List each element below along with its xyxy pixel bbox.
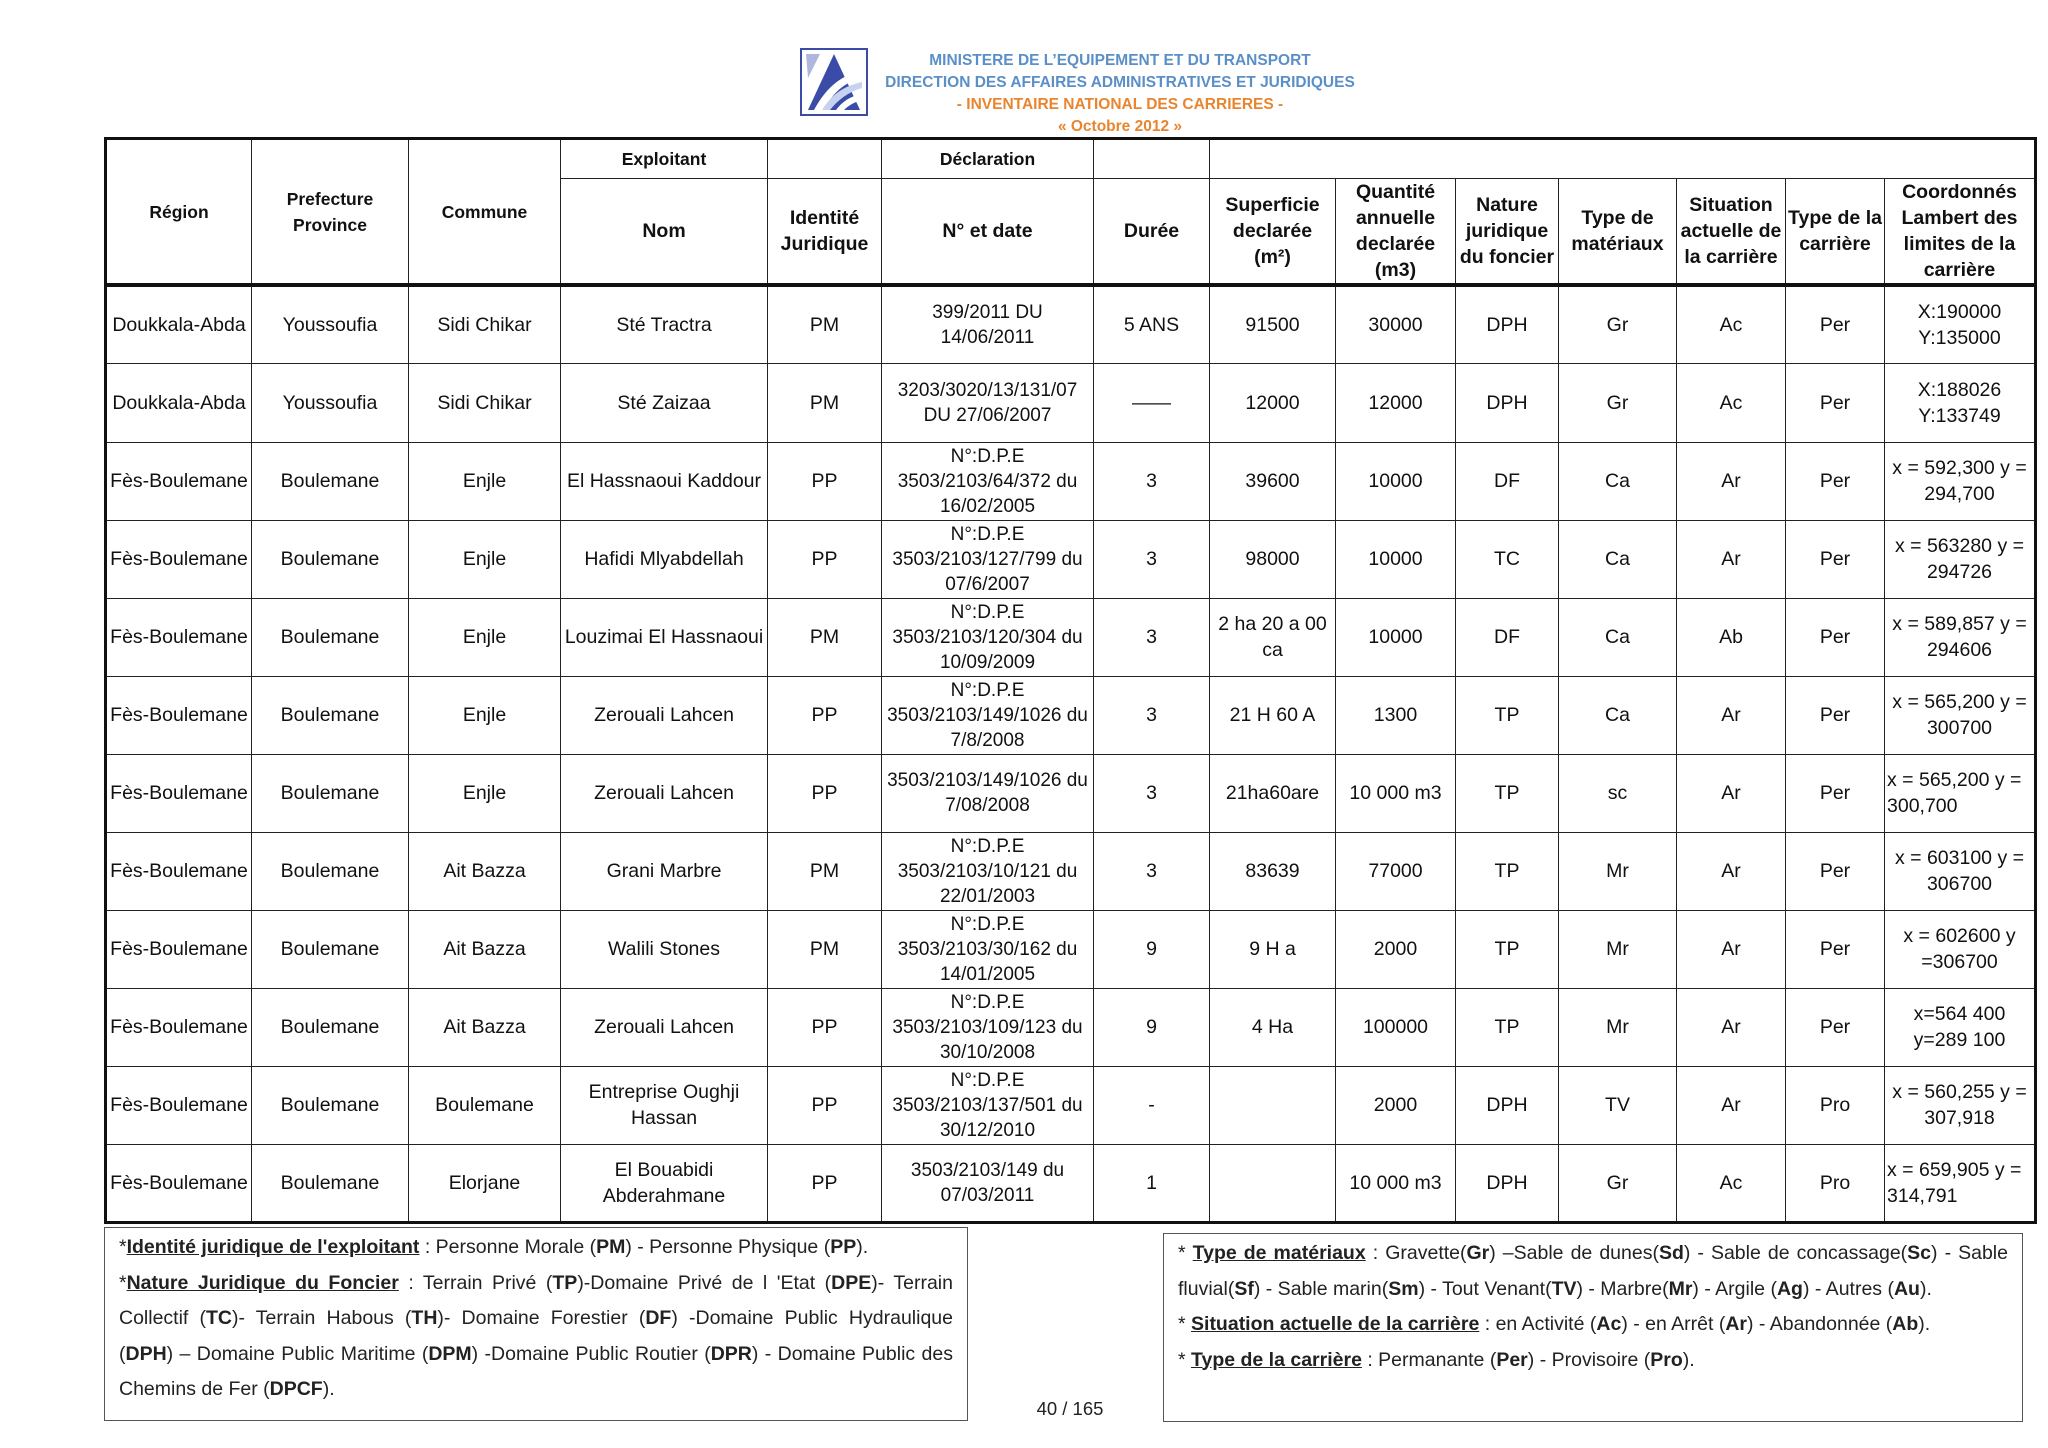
legend-left (104, 1227, 968, 1421)
cell-situation: Ar (1677, 754, 1786, 832)
cell-region: Fès-Boulemane (106, 988, 252, 1066)
legend-text: ) - en Arrêt ( (1621, 1313, 1726, 1335)
cell-type-materiaux: TV (1559, 1066, 1677, 1144)
cell-num-date: N°:D.P.E 3503/2103/127/799 du 07/6/2007 (882, 520, 1094, 598)
legend-code: TV (1551, 1277, 1577, 1300)
cell-duree: 3 (1094, 832, 1210, 910)
legend-text: ) - Marbre( (1576, 1277, 1669, 1300)
cell-situation: Ar (1677, 1066, 1786, 1144)
cell-nom: Grani Marbre (561, 832, 768, 910)
legend-identite: *Identité juridique de l'exploitant : Personne Morale (PM) - Personne Physique (PP). (119, 1236, 869, 1258)
legend-code: Mr (1668, 1277, 1693, 1300)
cell-nom: Walili Stones (561, 910, 768, 988)
cell-prefecture: Boulemane (252, 1066, 409, 1144)
cell-superficie (1210, 1144, 1336, 1222)
cell-commune: Ait Bazza (409, 832, 561, 910)
header-line-1: MINISTERE DE L’EQUIPEMENT ET DU TRANSPORT (929, 52, 1311, 69)
legend-text: : Terrain Privé ( (398, 1271, 553, 1294)
cell-coordonnees: x = 603100 y = 306700 (1885, 832, 2036, 910)
legend-code: TC (206, 1307, 233, 1329)
table-row (106, 285, 2036, 364)
cell-nature: DF (1456, 598, 1559, 676)
page-number: 40 / 165 (1036, 1398, 1104, 1419)
table-row (106, 832, 2036, 910)
col-header-nom: Nom (561, 179, 768, 286)
cell-region: Doukkala-Abda (106, 364, 252, 443)
cell-nom: Zerouali Lahcen (561, 754, 768, 832)
legend-text: ). (322, 1378, 335, 1400)
cell-superficie: 12000 (1210, 364, 1336, 443)
cell-prefecture: Boulemane (252, 520, 409, 598)
legend-situation: * Situation actuelle de la carrière : en Activité (Ac) - en Arrêt (Ar) - Abandonnée (Ab). (1178, 1313, 1931, 1335)
col-header-type-carriere: Type de la carrière (1786, 179, 1885, 286)
cell-coordonnees: x = 659,905 y = 314,791 (1885, 1144, 2036, 1222)
col-header-duree: Durée (1094, 179, 1210, 286)
cell-num-date: N°:D.P.E 3503/2103/64/372 du 16/02/2005 (882, 442, 1094, 520)
cell-region: Fès-Boulemane (106, 598, 252, 676)
cell-nature: DPH (1456, 1066, 1559, 1144)
cell-coordonnees: x = 589,857 y = 294606 (1885, 598, 2036, 676)
cell-commune: Enjle (409, 754, 561, 832)
header-line-2: DIRECTION DES AFFAIRES ADMINISTRATIVES ET JURIDIQUES (885, 74, 1355, 91)
col-header-identite: Identité Juridique (768, 179, 882, 286)
cell-identite: PP (768, 988, 882, 1066)
cell-coordonnees: x = 592,300 y = 294,700 (1885, 442, 2036, 520)
table-row (106, 598, 2036, 676)
col-header-num-date: N° et date (882, 179, 1094, 286)
cell-num-date: N°:D.P.E 3503/2103/10/121 du 22/01/2003 (882, 832, 1094, 910)
cell-type-carriere: Per (1786, 910, 1885, 988)
table-row (106, 754, 2036, 832)
table-body (106, 285, 2036, 1222)
cell-type-carriere: Per (1786, 754, 1885, 832)
legend-code: Gr (1466, 1242, 1490, 1264)
cell-nature: DPH (1456, 1144, 1559, 1222)
cell-nature: TP (1456, 676, 1559, 754)
cell-identite: PP (768, 1066, 882, 1144)
cell-quantite: 10 000 m3 (1336, 1144, 1456, 1222)
header-row-groups (106, 139, 2036, 179)
legend-text: ) - Personne Physique ( (625, 1236, 831, 1258)
cell-situation: Ar (1677, 520, 1786, 598)
cell-type-materiaux: Ca (1559, 676, 1677, 754)
header-line-4: « Octobre 2012 » (1057, 118, 1183, 135)
cell-coordonnees: x = 565,200 y = 300700 (1885, 676, 2036, 754)
cell-commune: Ait Bazza (409, 988, 561, 1066)
cell-type-carriere: Per (1786, 520, 1885, 598)
cell-superficie: 83639 (1210, 832, 1336, 910)
legend-carriere-title: Type de la carrière (1191, 1348, 1362, 1371)
cell-identite: PP (768, 1144, 882, 1222)
cell-num-date: N°:D.P.E 3503/2103/109/123 du 30/10/2008 (882, 988, 1094, 1066)
cell-type-materiaux: Mr (1559, 988, 1677, 1066)
cell-type-materiaux: Ca (1559, 520, 1677, 598)
cell-superficie: 21 H 60 A (1210, 676, 1336, 754)
cell-num-date: 3503/2103/149/1026 du 7/08/2008 (882, 754, 1094, 832)
cell-quantite: 100000 (1336, 988, 1456, 1066)
legend-identite-title: Identité juridique de l'exploitant (126, 1236, 420, 1258)
legend-text: ) - Abandonnée ( (1747, 1313, 1893, 1335)
legend-text: : en Activité ( (1479, 1313, 1597, 1335)
table-row (106, 1066, 2036, 1144)
cell-type-materiaux: Mr (1559, 832, 1677, 910)
cell-quantite: 77000 (1336, 832, 1456, 910)
cell-duree: 9 (1094, 988, 1210, 1066)
cell-type-carriere: Per (1786, 285, 1885, 364)
cell-nature: DF (1456, 442, 1559, 520)
table-row (106, 520, 2036, 598)
header-text-block (880, 50, 1360, 138)
legend-code: DPE (831, 1271, 872, 1294)
cell-region: Doukkala-Abda (106, 285, 252, 364)
legend-right (1163, 1233, 2023, 1422)
cell-commune: Sidi Chikar (409, 285, 561, 364)
cell-type-carriere: Per (1786, 988, 1885, 1066)
cell-prefecture: Boulemane (252, 754, 409, 832)
cell-situation: Ar (1677, 988, 1786, 1066)
group-header-empty-2 (1094, 139, 1210, 179)
legend-code: Sf (1234, 1277, 1254, 1300)
cell-duree: 1 (1094, 1144, 1210, 1222)
cell-superficie: 39600 (1210, 442, 1336, 520)
legend-code: DPR (710, 1342, 752, 1365)
cell-commune: Elorjane (409, 1144, 561, 1222)
cell-situation: Ar (1677, 832, 1786, 910)
legend-text: ) - Domaine Public des Chemins de Fer ( (119, 1342, 953, 1400)
cell-identite: PP (768, 676, 882, 754)
col-header-coordonnees: Coordonnés Lambert des limites de la carrière (1885, 179, 2036, 286)
cell-superficie (1210, 1066, 1336, 1144)
cell-nature: DPH (1456, 285, 1559, 364)
cell-type-carriere: Per (1786, 364, 1885, 443)
cell-nom: Hafidi Mlyabdellah (561, 520, 768, 598)
cell-prefecture: Boulemane (252, 1144, 409, 1222)
legend-text: ). (1919, 1277, 1932, 1300)
cell-identite: PM (768, 285, 882, 364)
cell-situation: Ac (1677, 364, 1786, 443)
cell-superficie: 4 Ha (1210, 988, 1336, 1066)
cell-nature: TP (1456, 910, 1559, 988)
legend-code: TP (552, 1271, 578, 1294)
cell-commune: Enjle (409, 676, 561, 754)
cell-duree: 3 (1094, 754, 1210, 832)
cell-identite: PM (768, 832, 882, 910)
cell-nature: TP (1456, 754, 1559, 832)
col-header-nature: Nature juridique du foncier (1456, 179, 1559, 286)
cell-quantite: 30000 (1336, 285, 1456, 364)
cell-region: Fès-Boulemane (106, 910, 252, 988)
legend-code: PM (596, 1236, 626, 1258)
legend-code: Ab (1892, 1313, 1919, 1335)
table-row (106, 364, 2036, 443)
legend-nature: *Nature Juridique du Foncier : Terrain Privé (TP)-Domaine Privé de l 'Etat (DPE)- Terrain Collectif (TC)- Terrain Habous (TH)- Domaine Forestier (DF) -Domaine Public Hydraulique (DPH) – Domaine Public Maritime (DPM) -Domaine Public Routier (DPR) - Domaine Public des Chemins de Fer (DPCF). (119, 1271, 953, 1400)
legend-code: Per (1496, 1348, 1528, 1371)
legend-code: DF (645, 1307, 672, 1329)
cell-type-materiaux: sc (1559, 754, 1677, 832)
legend-nature-title: Nature Juridique du Foncier (126, 1271, 399, 1294)
legend-code: Ac (1596, 1313, 1622, 1335)
cell-prefecture: Boulemane (252, 442, 409, 520)
cell-num-date: N°:D.P.E 3503/2103/137/501 du 30/12/2010 (882, 1066, 1094, 1144)
cell-nature: TC (1456, 520, 1559, 598)
cell-type-materiaux: Ca (1559, 442, 1677, 520)
col-header-quantite: Quantité annuelle declarée (m3) (1336, 179, 1456, 286)
group-header-exploitant: Exploitant (561, 139, 768, 179)
cell-nom: El Hassnaoui Kaddour (561, 442, 768, 520)
legend-situation-title: Situation actuelle de la carrière (1191, 1313, 1480, 1335)
cell-region: Fès-Boulemane (106, 442, 252, 520)
cell-quantite: 2000 (1336, 1066, 1456, 1144)
cell-situation: Ac (1677, 1144, 1786, 1222)
cell-prefecture: Boulemane (252, 832, 409, 910)
cell-type-materiaux: Mr (1559, 910, 1677, 988)
cell-quantite: 12000 (1336, 364, 1456, 443)
cell-superficie: 9 H a (1210, 910, 1336, 988)
cell-situation: Ar (1677, 442, 1786, 520)
cell-nom: Louzimai El Hassnaoui (561, 598, 768, 676)
cell-type-carriere: Per (1786, 832, 1885, 910)
cell-nom: Sté Zaizaa (561, 364, 768, 443)
cell-prefecture: Boulemane (252, 910, 409, 988)
cell-identite: PM (768, 910, 882, 988)
legend-text: ) - Sable fluvial( (1178, 1242, 2008, 1300)
document-header (800, 48, 1360, 136)
group-header-empty-1 (768, 139, 882, 179)
legend-text: )- Domaine Forestier ( (437, 1307, 646, 1329)
cell-duree: —— (1094, 364, 1210, 443)
cell-type-carriere: Per (1786, 598, 1885, 676)
legend-text: )- Terrain Habous ( (232, 1307, 412, 1329)
cell-type-materiaux: Ca (1559, 598, 1677, 676)
cell-nature: TP (1456, 988, 1559, 1066)
cell-type-carriere: Per (1786, 442, 1885, 520)
cell-identite: PM (768, 598, 882, 676)
cell-region: Fès-Boulemane (106, 1144, 252, 1222)
cell-nom: Zerouali Lahcen (561, 676, 768, 754)
cell-type-carriere: Per (1786, 676, 1885, 754)
cell-num-date: 3503/2103/149 du 07/03/2011 (882, 1144, 1094, 1222)
cell-quantite: 1300 (1336, 676, 1456, 754)
legend-text: )- Terrain Collectif ( (119, 1271, 953, 1329)
cell-identite: PM (768, 364, 882, 443)
cell-nom: El Bouabidi Abderahmane (561, 1144, 768, 1222)
legend-code: Sd (1658, 1242, 1684, 1264)
legend-text: ) - Tout Venant( (1418, 1277, 1552, 1300)
table-row (106, 442, 2036, 520)
cell-num-date: N°:D.P.E 3503/2103/120/304 du 10/09/2009 (882, 598, 1094, 676)
cell-num-date: 3203/3020/13/131/07 DU 27/06/2007 (882, 364, 1094, 443)
legend-code: Sc (1907, 1242, 1932, 1264)
legend-text: ) – Domaine Public Maritime ( (166, 1342, 429, 1365)
cell-type-materiaux: Gr (1559, 1144, 1677, 1222)
cell-superficie: 21ha60are (1210, 754, 1336, 832)
legend-text: ) - Provisoire ( (1527, 1348, 1651, 1371)
cell-type-carriere: Pro (1786, 1144, 1885, 1222)
cell-superficie: 2 ha 20 a 00 ca (1210, 598, 1336, 676)
legend-text: ) - Sable de concassage( (1683, 1242, 1908, 1264)
cell-coordonnees: x = 602600 y =306700 (1885, 910, 2036, 988)
cell-prefecture: Youssoufia (252, 285, 409, 364)
legend-code: DPH (125, 1342, 167, 1365)
cell-commune: Enjle (409, 442, 561, 520)
cell-quantite: 10000 (1336, 598, 1456, 676)
cell-coordonnees: x = 565,200 y = 300,700 (1885, 754, 2036, 832)
cell-duree: 9 (1094, 910, 1210, 988)
cell-prefecture: Boulemane (252, 598, 409, 676)
legend-text: : Personne Morale ( (419, 1236, 597, 1258)
cell-duree: 3 (1094, 598, 1210, 676)
carrieres-table (104, 137, 2037, 1224)
cell-situation: Ar (1677, 910, 1786, 988)
cell-duree: - (1094, 1066, 1210, 1144)
table-row (106, 910, 2036, 988)
legend-code: DPCF (269, 1378, 323, 1400)
cell-nom: Zerouali Lahcen (561, 988, 768, 1066)
legend-code: PP (830, 1236, 857, 1258)
col-header-situation: Situation actuelle de la carrière (1677, 179, 1786, 286)
legend-code: DPM (428, 1342, 472, 1365)
cell-duree: 3 (1094, 520, 1210, 598)
cell-situation: Ab (1677, 598, 1786, 676)
legend-text: ) -Domaine Public Hydraulique ( (119, 1307, 953, 1365)
cell-superficie: 91500 (1210, 285, 1336, 364)
group-header-empty-3 (1210, 139, 2036, 179)
cell-identite: PP (768, 520, 882, 598)
legend-text: ). (856, 1236, 869, 1258)
cell-type-materiaux: Gr (1559, 285, 1677, 364)
cell-nature: TP (1456, 832, 1559, 910)
cell-nom: Entreprise Oughji Hassan (561, 1066, 768, 1144)
cell-coordonnees: x = 563280 y = 294726 (1885, 520, 2036, 598)
cell-region: Fès-Boulemane (106, 520, 252, 598)
legend-text: ). (1918, 1313, 1931, 1335)
cell-situation: Ar (1677, 676, 1786, 754)
ministry-logo-icon (800, 48, 868, 116)
legend-text: ) - Sable marin( (1253, 1277, 1389, 1300)
legend-text: ) - Autres ( (1802, 1277, 1894, 1300)
header-line-3: - INVENTAIRE NATIONAL DES CARRIERES - (956, 96, 1284, 113)
legend-text: ) - Argile ( (1692, 1277, 1777, 1300)
cell-identite: PP (768, 442, 882, 520)
cell-num-date: N°:D.P.E 3503/2103/30/162 du 14/01/2005 (882, 910, 1094, 988)
table-row (106, 988, 2036, 1066)
legend-text: ). (1682, 1348, 1695, 1371)
legend-code: Sm (1388, 1277, 1419, 1300)
cell-commune: Boulemane (409, 1066, 561, 1144)
legend-type-materiaux: * Type de matériaux : Gravette(Gr) –Sable de dunes(Sd) - Sable de concassage(Sc) - Sable fluvial(Sf) - Sable marin(Sm) - Tout Venant(TV) - Marbre(Mr) - Argile (Ag) - Autres (Au). (1178, 1242, 2008, 1300)
cell-coordonnees: X:190000 Y:135000 (1885, 285, 2036, 364)
cell-region: Fès-Boulemane (106, 1066, 252, 1144)
cell-quantite: 2000 (1336, 910, 1456, 988)
cell-commune: Sidi Chikar (409, 364, 561, 443)
legend-text: : Permanante ( (1361, 1348, 1497, 1371)
legend-code: Ar (1725, 1313, 1748, 1335)
col-header-commune: Commune (409, 139, 561, 286)
legend-code: TH (411, 1307, 438, 1329)
cell-prefecture: Boulemane (252, 988, 409, 1066)
cell-coordonnees: X:188026 Y:133749 (1885, 364, 2036, 443)
table-row (106, 676, 2036, 754)
legend-code: Pro (1650, 1348, 1683, 1371)
cell-duree: 3 (1094, 442, 1210, 520)
cell-type-carriere: Pro (1786, 1066, 1885, 1144)
legend-text: : Gravette( (1365, 1242, 1467, 1264)
cell-prefecture: Youssoufia (252, 364, 409, 443)
legend-text: ) –Sable de dunes( (1489, 1242, 1659, 1264)
col-header-type-materiaux: Type de matériaux (1559, 179, 1677, 286)
col-header-prefecture: Prefecture Province (252, 139, 409, 286)
cell-prefecture: Boulemane (252, 676, 409, 754)
cell-duree: 5 ANS (1094, 285, 1210, 364)
col-header-region: Région (106, 139, 252, 286)
cell-quantite: 10000 (1336, 520, 1456, 598)
legend-type-carriere: * Type de la carrière : Permanante (Per) - Provisoire (Pro). (1178, 1348, 1695, 1371)
cell-region: Fès-Boulemane (106, 832, 252, 910)
cell-quantite: 10000 (1336, 442, 1456, 520)
cell-nature: DPH (1456, 364, 1559, 443)
cell-region: Fès-Boulemane (106, 676, 252, 754)
cell-quantite: 10 000 m3 (1336, 754, 1456, 832)
col-header-superficie: Superficie declarée (m²) (1210, 179, 1336, 286)
cell-coordonnees: x=564 400 y=289 100 (1885, 988, 2036, 1066)
cell-superficie: 98000 (1210, 520, 1336, 598)
cell-coordonnees: x = 560,255 y = 307,918 (1885, 1066, 2036, 1144)
legend-code: Au (1893, 1277, 1920, 1300)
cell-nom: Sté Tractra (561, 285, 768, 364)
table-row (106, 1144, 2036, 1222)
legend-text: ) -Domaine Public Routier ( (471, 1342, 711, 1365)
cell-duree: 3 (1094, 676, 1210, 754)
cell-type-materiaux: Gr (1559, 364, 1677, 443)
cell-situation: Ac (1677, 285, 1786, 364)
group-header-declaration: Déclaration (882, 139, 1094, 179)
cell-num-date: N°:D.P.E 3503/2103/149/1026 du 7/8/2008 (882, 676, 1094, 754)
legend-code: Ag (1776, 1277, 1803, 1300)
legend-text: )-Domaine Privé de l 'Etat ( (577, 1271, 832, 1294)
cell-identite: PP (768, 754, 882, 832)
cell-commune: Ait Bazza (409, 910, 561, 988)
legend-type-title: Type de matériaux (1192, 1242, 1366, 1264)
cell-commune: Enjle (409, 598, 561, 676)
cell-num-date: 399/2011 DU 14/06/2011 (882, 285, 1094, 364)
cell-region: Fès-Boulemane (106, 754, 252, 832)
cell-commune: Enjle (409, 520, 561, 598)
